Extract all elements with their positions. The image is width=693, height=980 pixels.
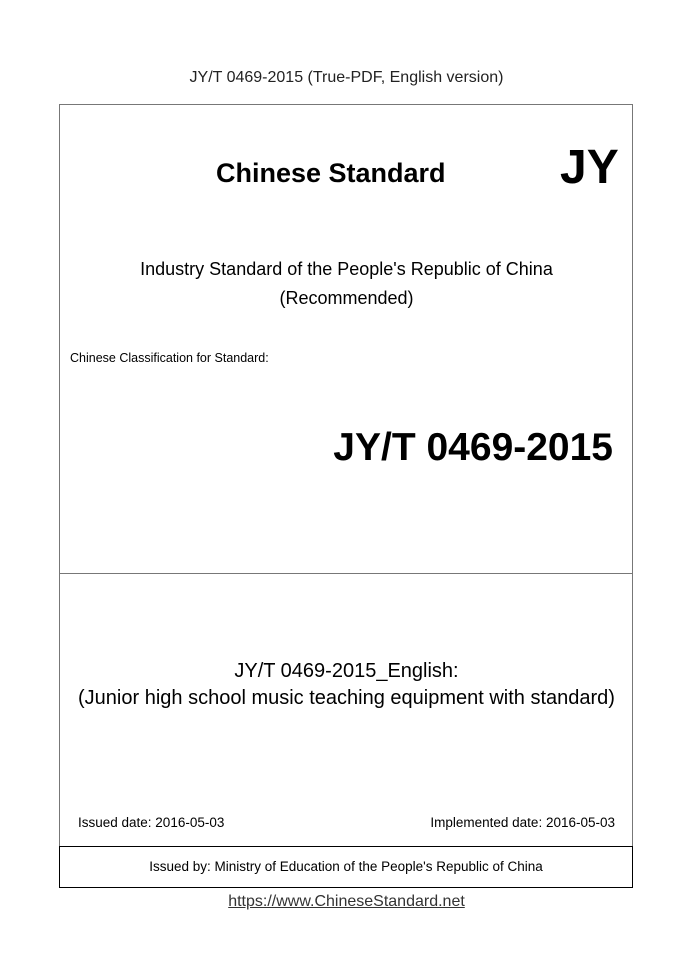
classification-label: Chinese Classification for Standard: (70, 351, 269, 365)
cover-lower-frame (59, 574, 633, 846)
cover-title: Chinese Standard (216, 158, 446, 188)
english-title: JY/T 0469-2015_English: (234, 660, 459, 682)
issuer-box (59, 846, 633, 888)
implemented-date: Implemented date: 2016-05-03 (430, 815, 615, 830)
cover-subtitle-line2: (Recommended) (279, 288, 414, 308)
standard-code: JY/T 0469-2015 (333, 426, 613, 469)
issuer-text: Issued by: Ministry of Education of the People's Republic of China (149, 859, 543, 874)
cover-code-prefix: JY (560, 141, 619, 194)
issued-date: Issued date: 2016-05-03 (78, 815, 225, 830)
website-link[interactable]: https://www.ChineseStandard.net (228, 893, 465, 910)
document-header: JY/T 0469-2015 (True-PDF, English version) (189, 69, 504, 86)
english-description: (Junior high school music teaching equipment with standard) (78, 687, 615, 709)
cover-subtitle-line1: Industry Standard of the People's Republic of China (140, 259, 553, 279)
